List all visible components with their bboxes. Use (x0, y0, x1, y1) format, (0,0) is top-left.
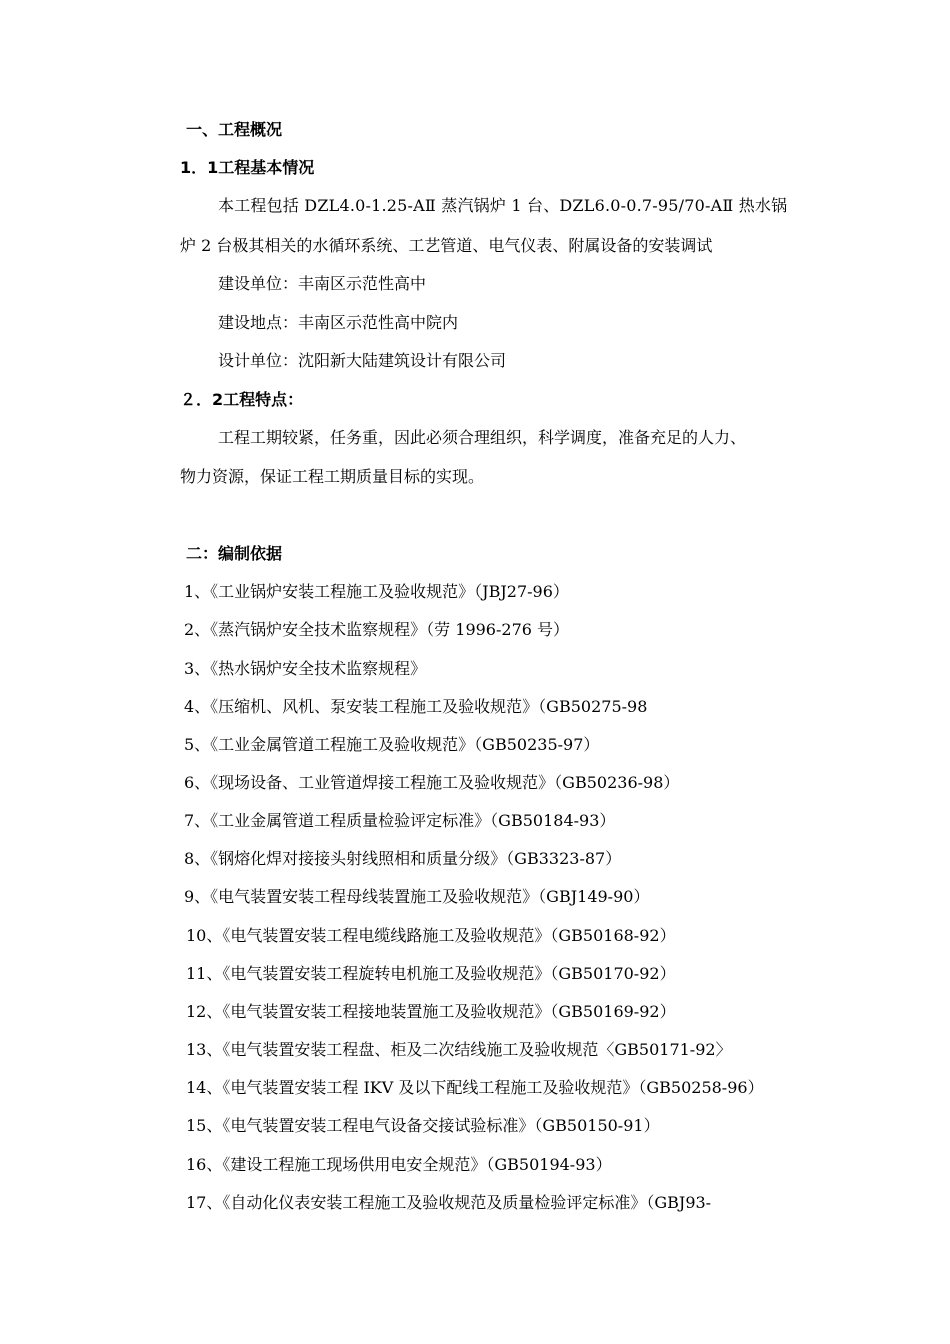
list-item: 14、《电气装置安装工程 IKV 及以下配线工程施工及验收规范》（GB50258-96） (186, 1078, 764, 1097)
builder-line: 建设单位：丰南区示范性高中 (218, 274, 427, 293)
list-item: 1、《工业锅炉安装工程施工及验收规范》（JBJ27-96） (184, 582, 569, 601)
list-item: 16、《建设工程施工现场供用电安全规范》（GB50194-93） (186, 1155, 612, 1174)
list-item: 5、《工业金属管道工程施工及验收规范》（GB50235-97） (184, 735, 600, 754)
paragraph-line: 炉 2 台极其相关的水循环系统、工艺管道、电气仪表、附属设备的安装调试 (180, 236, 713, 255)
list-item: 10、《电气装置安装工程电缆线路施工及验收规范》（GB50168-92） (186, 926, 676, 945)
subsection-title-basic-info: 1．1工程基本情况 (180, 158, 315, 177)
list-item: 8、《钢熔化焊对接接头射线照相和质量分级》（GB3323-87） (184, 849, 622, 868)
section-title-overview: 一、工程概况 (186, 120, 283, 139)
subsection-title-features: ２．2工程特点： (180, 390, 304, 409)
list-item: 11、《电气装置安装工程旋转电机施工及验收规范》（GB50170-92） (186, 964, 676, 983)
list-item: 7、《工业金属管道工程质量检验评定标准》（GB50184-93） (184, 811, 616, 830)
paragraph-line: 物力资源，保证工程工期质量目标的实现。 (180, 467, 485, 486)
list-item: 6、《现场设备、工业管道焊接工程施工及验收规范》（GB50236-98） (184, 773, 680, 792)
paragraph-line: 工程工期较紧，任务重，因此必须合理组织，科学调度，准备充足的人力、 (218, 428, 747, 447)
list-item: 9、《电气装置安装工程母线装置施工及验收规范》（GBJ149-90） (184, 887, 650, 906)
paragraph-line: 本工程包括 DZL4.0-1.25-AⅡ 蒸汽锅炉 1 台、DZL6.0-0.7-95/70-AⅡ 热水锅 (218, 196, 788, 215)
list-item: 17、《自动化仪表安装工程施工及验收规范及质量检验评定标准》（GBJ93- (186, 1193, 712, 1212)
list-item: 2、《蒸汽锅炉安全技术监察规程》（劳 1996-276 号） (184, 620, 570, 639)
location-line: 建设地点：丰南区示范性高中院内 (218, 313, 459, 332)
list-item: 3、《热水锅炉安全技术监察规程》 (184, 659, 427, 678)
list-item: 15、《电气装置安装工程电气设备交接试验标准》（GB50150-91） (186, 1116, 660, 1135)
list-item: 13、《电气装置安装工程盘、柜及二次结线施工及验收规范〈GB50171-92〉 (186, 1040, 732, 1059)
list-item: 12、《电气装置安装工程接地装置施工及验收规范》（GB50169-92） (186, 1002, 676, 1021)
section-title-basis: 二：编制依据 (186, 544, 283, 563)
list-item: 4、《压缩机、风机、泵安装工程施工及验收规范》（GB50275-98 (184, 697, 648, 716)
designer-line: 设计单位：沈阳新大陆建筑设计有限公司 (218, 351, 507, 370)
